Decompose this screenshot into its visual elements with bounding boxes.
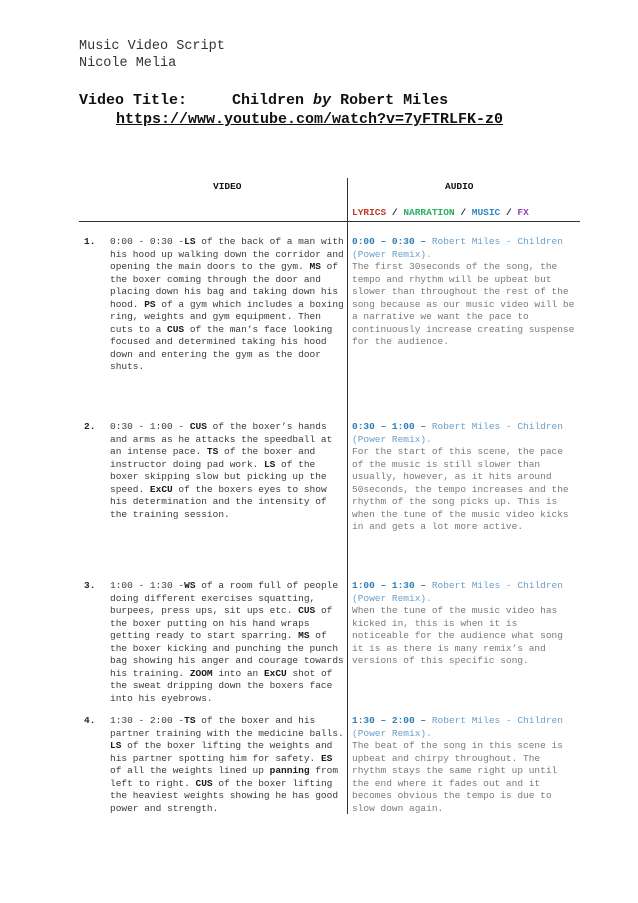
legend-separator: / bbox=[460, 207, 467, 218]
shot-code: CUS bbox=[195, 777, 213, 789]
by-word: by bbox=[313, 92, 332, 109]
shot-code: MS bbox=[298, 630, 310, 642]
video-text: 1:30 - 2:00 - bbox=[110, 715, 185, 726]
video-text: of the man’s face looking focused and determined taking his hood down and entering the gym as the door shuts. bbox=[110, 323, 333, 373]
audio-notes: The beat of the song in this scene is upbeat and chirpy throughout. The rhythm stays the same right up until the end where it fades out and it becomes obvious the tempo is due to slow down again. bbox=[352, 740, 563, 814]
shot-code: WS bbox=[184, 580, 196, 591]
row-number: 2. bbox=[84, 421, 96, 432]
doc-title: Music Video Script bbox=[79, 39, 225, 54]
audio-song: Robert Miles - Children (Power Remix). bbox=[352, 715, 563, 739]
shot-code: LS bbox=[110, 740, 122, 752]
legend-fx: FX bbox=[517, 207, 529, 218]
audio-song: Robert Miles - Children (Power Remix). bbox=[352, 236, 563, 260]
author-name: Nicole Melia bbox=[79, 56, 177, 71]
video-description bbox=[110, 236, 347, 374]
column-divider bbox=[347, 178, 348, 814]
legend-narration: NARRATION bbox=[403, 207, 455, 218]
audio-description bbox=[352, 715, 580, 815]
audio-timestamp: 1:00 – 1:30 – bbox=[352, 580, 427, 591]
row-number: 3. bbox=[84, 580, 96, 591]
audio-timestamp: 1:30 – 2:00 – bbox=[352, 715, 427, 726]
shot-code: CUS bbox=[167, 323, 185, 335]
video-text: shot of the sweat dripping down the boxers face into his eyebrows. bbox=[110, 667, 333, 704]
shot-code: PS bbox=[144, 298, 156, 310]
legend-separator: / bbox=[391, 207, 398, 218]
audio-notes: When the tune of the music video has kicked in, this is when it is noticeable for the audience what song it is as there is many remix’s and versions of this specific song. bbox=[352, 605, 563, 667]
song-name: Children bbox=[232, 92, 305, 109]
row-number: 4. bbox=[84, 715, 96, 726]
video-text: from left to right. bbox=[110, 765, 339, 789]
video-title bbox=[79, 92, 449, 109]
video-text: of the boxer lifting the weights and his partner spotting him for safety. bbox=[110, 740, 333, 764]
video-title-label: Video Title: bbox=[79, 92, 188, 109]
audio-description bbox=[352, 236, 580, 349]
video-text: of the boxer skipping slow but picking up the speed. bbox=[110, 458, 327, 495]
shot-code: TS bbox=[206, 446, 219, 458]
video-description bbox=[110, 580, 347, 705]
audio-timestamp: 0:00 – 0:30 – bbox=[352, 236, 427, 247]
shot-code: ZOOM bbox=[189, 667, 213, 679]
shot-code: CUS bbox=[189, 421, 207, 432]
legend-music: MUSIC bbox=[471, 207, 501, 218]
shot-code: ES bbox=[320, 752, 333, 764]
shot-code: MS bbox=[309, 261, 321, 273]
video-text: of all the weights lined up bbox=[110, 765, 270, 777]
video-text: of a room full of people doing different exercises squatting, burpees, press ups, sit ups etc. bbox=[110, 580, 339, 617]
video-url-link[interactable]: https://www.youtube.com/watch?v=7yFTRLFK-z0 bbox=[116, 111, 504, 128]
video-text: of the boxer lifting the heaviest weights showing he has good power and strength. bbox=[110, 777, 339, 814]
header-rule bbox=[79, 221, 580, 222]
audio-song: Robert Miles - Children (Power Remix). bbox=[352, 580, 563, 604]
video-column-heading: VIDEO bbox=[213, 181, 242, 192]
video-description bbox=[110, 715, 347, 815]
shot-code: LS bbox=[263, 458, 276, 470]
video-text: of the boxer and his partner training with the medicine balls. bbox=[110, 715, 344, 739]
video-text: 1:00 - 1:30 - bbox=[110, 580, 185, 591]
audio-notes: The first 30seconds of the song, the tempo and rhythm will be upbeat but slower than throughout the rest of the song because as our music video will be a narrative we want the pace to continuously increase creating suspense for the audience. bbox=[352, 261, 575, 348]
video-text: of the boxer putting on his hand wraps getting ready to start sparring. bbox=[110, 605, 333, 642]
video-text: of the back of a man with his hood up walking down the corridor and opening the main doors to the gym. bbox=[110, 236, 344, 273]
video-text: of the boxer’s hands and arms as he attacks the speedball at an intense pace. bbox=[110, 421, 333, 458]
video-text: 0:30 - 1:00 - bbox=[110, 421, 190, 432]
document-header bbox=[79, 38, 225, 72]
audio-legend bbox=[352, 207, 529, 218]
audio-column-heading: AUDIO bbox=[445, 181, 474, 192]
audio-description bbox=[352, 580, 580, 668]
video-text: 0:00 - 0:30 - bbox=[110, 236, 185, 247]
shot-code: LS bbox=[184, 236, 196, 247]
shot-code: ExCU bbox=[263, 667, 287, 679]
row-number: 1. bbox=[84, 236, 96, 247]
shot-code: ExCU bbox=[149, 483, 173, 495]
video-text: of the boxer and instructor doing pad work. bbox=[110, 446, 316, 470]
shot-code: TS bbox=[184, 715, 196, 726]
legend-separator: / bbox=[505, 207, 512, 218]
audio-timestamp: 0:30 – 1:00 – bbox=[352, 421, 427, 432]
video-text: of the boxer kicking and punching the punch bag showing his anger and courage towards his training. bbox=[110, 630, 344, 679]
audio-description bbox=[352, 421, 580, 534]
legend-lyrics: LYRICS bbox=[352, 207, 387, 218]
video-text: of a gym which includes a boxing ring, weights and gym equipment. Then cuts to a bbox=[110, 298, 344, 335]
audio-song: Robert Miles - Children (Power Remix). bbox=[352, 421, 563, 445]
video-text: of the boxer coming through the door and placing down his bag and taking down his hood. bbox=[110, 261, 339, 310]
video-text: of the boxers eyes to show his determination and the intensity of the training session. bbox=[110, 483, 327, 520]
shot-code: panning bbox=[269, 765, 310, 777]
shot-code: CUS bbox=[298, 605, 316, 617]
video-description bbox=[110, 421, 347, 521]
audio-notes: For the start of this scene, the pace of the music is still slower than usually, however, as it hits around 50seconds, the tempo increases and the rhythm of the song picks up. This is when the tune of the music video kicks in and gets a lot more active. bbox=[352, 446, 569, 533]
artist-name: Robert Miles bbox=[340, 92, 449, 109]
song-credit bbox=[232, 92, 448, 109]
video-text: into an bbox=[212, 667, 264, 679]
